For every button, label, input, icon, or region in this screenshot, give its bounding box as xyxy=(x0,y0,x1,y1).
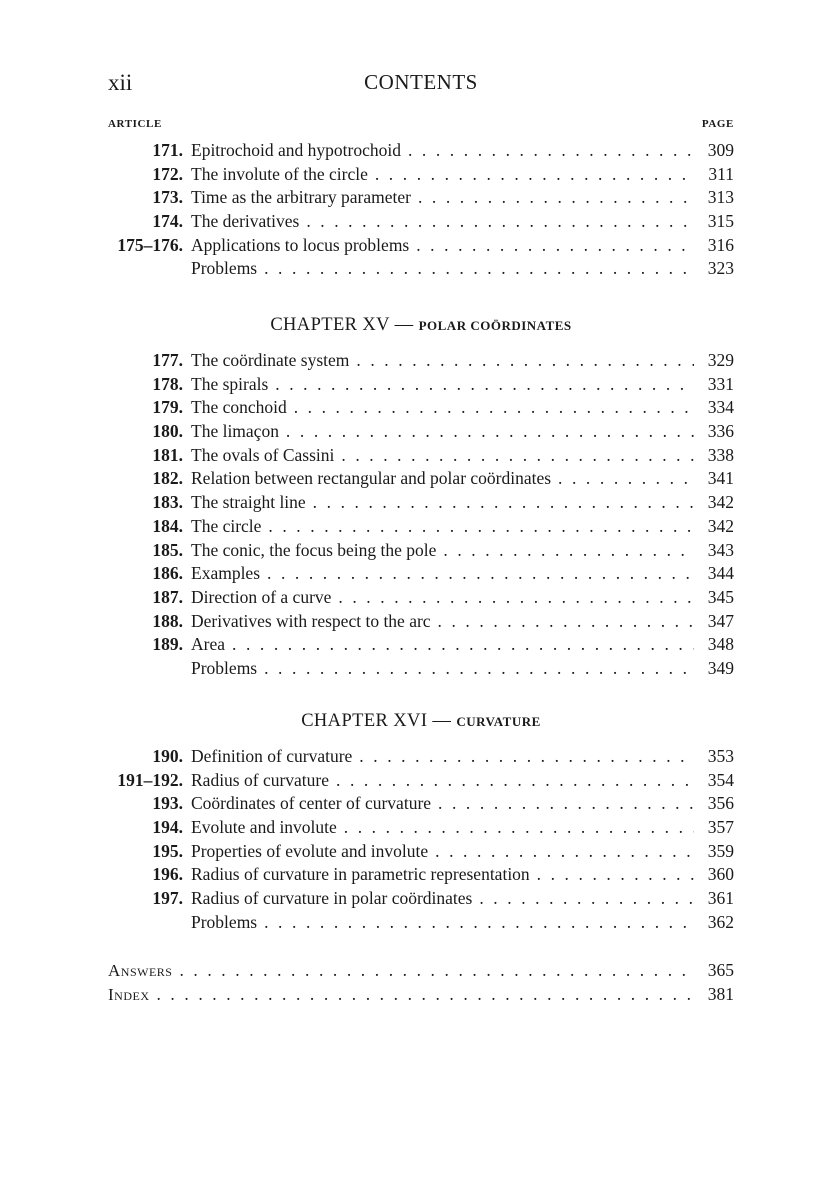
entry-title xyxy=(191,139,694,163)
page-ref: 316 xyxy=(707,234,734,255)
page-ref: 334 xyxy=(707,397,734,418)
entry-title xyxy=(191,769,694,793)
page-ref: 359 xyxy=(707,840,734,861)
toc-section-3 xyxy=(108,745,734,935)
toc-entry xyxy=(108,396,734,420)
entry-title xyxy=(191,792,694,816)
entry-title xyxy=(191,515,694,539)
article-number: 183. xyxy=(152,492,183,513)
toc-entry xyxy=(108,911,734,935)
entry-title xyxy=(191,911,694,935)
article-number: 181. xyxy=(152,444,183,465)
chapter-title: CHAPTER XVI — xyxy=(301,711,452,731)
entry-title xyxy=(191,163,694,187)
entry-title xyxy=(191,633,694,657)
entry-title xyxy=(191,863,694,887)
entry-title xyxy=(191,373,694,397)
article-number: 186. xyxy=(152,563,183,584)
article-column-header: ARTICLE xyxy=(108,118,162,130)
page-ref: 336 xyxy=(707,421,734,442)
entry-title xyxy=(191,816,694,840)
article-number: 185. xyxy=(152,539,183,560)
page-ref: 349 xyxy=(707,657,734,678)
toc-entry xyxy=(108,610,734,634)
toc-entry xyxy=(108,257,734,281)
toc-entry xyxy=(108,816,734,840)
article-number: 180. xyxy=(152,421,183,442)
entry-title-text: The circle xyxy=(191,515,262,536)
page-ref: 342 xyxy=(707,492,734,513)
entry-rest: NSWERS xyxy=(120,965,173,979)
toc-entry xyxy=(108,745,734,769)
entry-title-text: Evolute and involute xyxy=(191,817,337,838)
chapter-heading-16 xyxy=(108,711,734,732)
entry-title-text: The limaçon xyxy=(191,421,279,442)
entry-title-text: Problems xyxy=(191,258,258,279)
page-ref: 338 xyxy=(707,444,734,465)
entry-title xyxy=(191,396,694,420)
toc-entry xyxy=(108,234,734,258)
toc-entry xyxy=(108,186,734,210)
toc-entry xyxy=(108,562,734,586)
page-ref: 365 xyxy=(707,960,734,980)
toc-entry xyxy=(108,657,734,681)
toc-entry xyxy=(108,887,734,911)
toc-entry xyxy=(108,491,734,515)
page-ref: 360 xyxy=(707,864,734,885)
article-number: 197. xyxy=(152,888,183,909)
entry-title xyxy=(191,420,694,444)
article-number: 174. xyxy=(152,211,183,232)
page-ref: 361 xyxy=(707,888,734,909)
chapter-heading-15 xyxy=(108,315,734,336)
entry-title-text: The conchoid xyxy=(191,397,287,418)
toc-entry xyxy=(108,467,734,491)
entry-title xyxy=(191,562,694,586)
page-ref: 362 xyxy=(707,911,734,932)
article-number: 178. xyxy=(152,373,183,394)
toc-entry xyxy=(108,349,734,373)
entry-title-text: Relation between rectangular and polar coördinates xyxy=(191,468,552,489)
entry-title-text: Radius of curvature xyxy=(191,769,330,790)
page-ref: 315 xyxy=(707,211,734,232)
page-ref: 356 xyxy=(707,793,734,814)
entry-title-text: Time as the arbitrary parameter xyxy=(191,187,411,208)
entry-title-text: Coördinates of center of curvature xyxy=(191,793,432,814)
page-ref: 347 xyxy=(707,610,734,631)
entry-initial: A xyxy=(108,961,121,980)
entry-title xyxy=(191,657,694,681)
article-number: 184. xyxy=(152,515,183,536)
entry-title-text xyxy=(108,961,172,980)
article-number: 193. xyxy=(152,793,183,814)
entry-title-text: The ovals of Cassini xyxy=(191,444,335,465)
page-ref: 353 xyxy=(707,746,734,766)
entry-rest: NDEX xyxy=(114,988,150,1003)
entry-title xyxy=(191,610,694,634)
entry-title-text: Definition of curvature xyxy=(191,746,353,766)
article-number: 196. xyxy=(152,864,183,885)
entry-title-text: Epitrochoid and hypotrochoid xyxy=(191,140,401,160)
chapter-subtitle: POLAR COÖRDINATES xyxy=(418,318,572,333)
entry-title-text: Derivatives with respect to the arc xyxy=(191,610,431,631)
page-ref: 344 xyxy=(707,563,734,584)
page-ref: 354 xyxy=(707,769,734,790)
entry-title-text: Radius of curvature in polar coördinates xyxy=(191,888,473,909)
page-ref: 348 xyxy=(707,634,734,655)
entry-title xyxy=(191,210,694,234)
page-ref: 345 xyxy=(707,586,734,607)
entry-title-text: Examples xyxy=(191,563,261,584)
page-title: CONTENTS xyxy=(364,70,478,94)
entry-title-text: The coördinate system xyxy=(191,350,350,370)
entry-title xyxy=(108,983,694,1009)
entry-title-text: Problems xyxy=(191,911,258,932)
article-number: 177. xyxy=(152,350,183,370)
page-ref: 343 xyxy=(707,539,734,560)
entry-title-text: Properties of evolute and involute xyxy=(191,840,429,861)
entry-title xyxy=(191,234,694,258)
article-number: 189. xyxy=(152,634,183,655)
page-ref: 329 xyxy=(707,350,734,370)
toc-entry xyxy=(108,210,734,234)
entry-title xyxy=(191,467,694,491)
entry-title-text: The involute of the circle xyxy=(191,163,368,184)
article-number: 191–192. xyxy=(117,769,183,790)
toc-entry xyxy=(108,139,734,163)
entry-title xyxy=(191,257,694,281)
article-number: 194. xyxy=(152,817,183,838)
toc-entry xyxy=(108,792,734,816)
entry-title xyxy=(191,887,694,911)
toc-entry xyxy=(108,840,734,864)
article-number: 173. xyxy=(152,187,183,208)
article-number: 182. xyxy=(152,468,183,489)
toc-entry xyxy=(108,373,734,397)
page-ref: 323 xyxy=(707,258,734,279)
entry-title-text: Area xyxy=(191,634,226,655)
toc-entry xyxy=(108,586,734,610)
entry-title xyxy=(108,959,694,985)
article-number: 187. xyxy=(152,586,183,607)
entry-title xyxy=(191,491,694,515)
end-matter xyxy=(108,959,734,1006)
entry-title xyxy=(191,586,694,610)
toc-section-1 xyxy=(108,139,734,281)
page-ref: 331 xyxy=(707,373,734,394)
page-number: xii xyxy=(108,70,133,95)
article-number: 179. xyxy=(152,397,183,418)
toc-entry xyxy=(108,163,734,187)
toc-entry xyxy=(108,539,734,563)
entry-title-text: Radius of curvature in parametric representation xyxy=(191,864,530,885)
toc-entry xyxy=(108,515,734,539)
toc-entry xyxy=(108,633,734,657)
entry-initial: I xyxy=(108,984,115,1004)
article-number: 195. xyxy=(152,840,183,861)
entry-title xyxy=(191,186,694,210)
toc-entry xyxy=(108,444,734,468)
article-number: 172. xyxy=(152,163,183,184)
end-matter-entry xyxy=(108,983,734,1007)
article-number: 175–176. xyxy=(117,234,183,255)
entry-title xyxy=(191,840,694,864)
entry-title-text: The derivatives xyxy=(191,211,300,232)
entry-title-text: Direction of a curve xyxy=(191,586,332,607)
toc-entry xyxy=(108,769,734,793)
entry-title xyxy=(191,745,694,769)
page-header xyxy=(108,70,734,100)
entry-title xyxy=(191,539,694,563)
entry-title-text: Problems xyxy=(191,657,258,678)
page-ref: 311 xyxy=(708,163,734,184)
entry-title-text: The spirals xyxy=(191,373,269,394)
end-matter-entry xyxy=(108,959,734,983)
toc-section-2 xyxy=(108,349,734,681)
page-ref: 313 xyxy=(707,187,734,208)
toc-entry xyxy=(108,863,734,887)
page-ref: 342 xyxy=(707,515,734,536)
toc-entry xyxy=(108,420,734,444)
page-ref: 381 xyxy=(707,983,734,1004)
page-ref: 357 xyxy=(707,817,734,838)
article-number: 190. xyxy=(152,746,183,766)
entry-title xyxy=(191,444,694,468)
page-ref: 309 xyxy=(707,140,734,160)
chapter-title: CHAPTER XV — xyxy=(270,315,414,335)
entry-title-text: The straight line xyxy=(191,492,306,513)
entry-title-text xyxy=(108,985,150,1004)
page-column-header: PAGE xyxy=(701,118,734,130)
page-ref: 341 xyxy=(707,468,734,489)
entry-title xyxy=(191,349,694,373)
chapter-subtitle: CURVATURE xyxy=(456,714,541,729)
article-number: 188. xyxy=(152,610,183,631)
entry-title-text: The conic, the focus being the pole xyxy=(191,539,437,560)
article-number: 171. xyxy=(152,140,183,160)
entry-title-text: Applications to locus problems xyxy=(191,234,410,255)
